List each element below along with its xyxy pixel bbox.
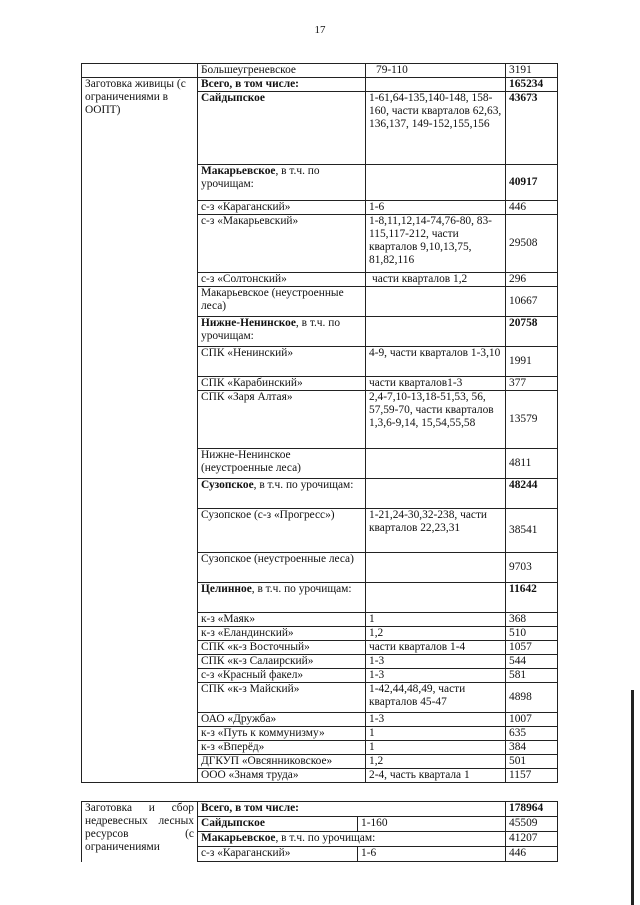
quarters-cell bbox=[366, 78, 506, 92]
area-cell: 368 bbox=[506, 613, 558, 627]
quarters-cell: 1-3 bbox=[366, 655, 506, 669]
quarters-cell: 1-6 bbox=[366, 201, 506, 215]
area-cell: 178964 bbox=[506, 802, 558, 817]
name-cell: к-з «Путь к коммунизму» bbox=[198, 727, 366, 741]
name-cell: СПК «к-з Салаирский» bbox=[198, 655, 366, 669]
quarters-cell bbox=[366, 553, 506, 583]
quarters-cell bbox=[366, 479, 506, 509]
page-number: 17 bbox=[314, 24, 326, 36]
area-cell: 4898 bbox=[506, 683, 558, 713]
area-cell: 1157 bbox=[506, 769, 558, 783]
name-cell bbox=[198, 165, 366, 201]
area-cell: 41207 bbox=[506, 832, 558, 847]
name-cell: Нижне-Ненинское (неустроенные леса) bbox=[198, 449, 366, 479]
quarters-cell bbox=[366, 583, 506, 613]
area-cell: 296 bbox=[506, 273, 558, 287]
area-cell: 3191 bbox=[506, 64, 558, 78]
quarters-cell: части кварталов 1-4 bbox=[366, 641, 506, 655]
section-cell: Заготовка живицы (с ограничениями в ООПТ) bbox=[82, 78, 198, 783]
name-suffix: , в т.ч. по урочищам: bbox=[201, 317, 341, 342]
name-bold: Макарьевское bbox=[201, 165, 276, 177]
area-cell: 581 bbox=[506, 669, 558, 683]
quarters-cell: 79-110 bbox=[366, 64, 506, 78]
name-cell: к-з «Маяк» bbox=[198, 613, 366, 627]
table-row bbox=[82, 802, 558, 817]
name-cell: ДГКУП «Овсянниковское» bbox=[198, 755, 366, 769]
name-cell bbox=[198, 583, 366, 613]
name-suffix: , в т.ч. по урочищам: bbox=[253, 479, 354, 491]
quarters-cell: 1,2 bbox=[366, 755, 506, 769]
area-cell: 9703 bbox=[506, 553, 558, 583]
area-cell: 29508 bbox=[506, 215, 558, 273]
quarters-cell: 1-21,24-30,32-238, части кварталов 22,23,31 bbox=[366, 509, 506, 553]
quarters-cell: 4-9, части кварталов 1-3,10 bbox=[366, 347, 506, 377]
area-cell: 544 bbox=[506, 655, 558, 669]
name-cell: СПК «к-з Восточный» bbox=[198, 641, 366, 655]
name-bold: Целинное bbox=[201, 583, 252, 595]
name-cell: с-з «Солтонский» bbox=[198, 273, 366, 287]
area-cell: 13579 bbox=[506, 391, 558, 449]
name-cell: Сайдыпское bbox=[198, 817, 358, 832]
quarters-cell: 1 bbox=[366, 741, 506, 755]
name-cell: СПК «Карабинский» bbox=[198, 377, 366, 391]
name-suffix: , в т.ч. по урочищам: bbox=[251, 583, 352, 595]
name-bold: Нижне-Ненинское bbox=[201, 317, 296, 329]
area-cell: 1007 bbox=[506, 713, 558, 727]
name-cell: Всего, в том числе: bbox=[198, 78, 366, 92]
name-cell bbox=[198, 317, 366, 347]
name-cell: Всего, в том числе: bbox=[198, 802, 506, 817]
name-cell: с-з «Макарьевский» bbox=[198, 215, 366, 273]
quarters-cell: 1 bbox=[366, 727, 506, 741]
name-cell: Макарьевское (неустроенные леса) bbox=[198, 287, 366, 317]
name-suffix: , в т.ч. по урочищам: bbox=[201, 165, 320, 190]
area-cell: 4811 bbox=[506, 449, 558, 479]
name-cell: к-з «Вперёд» bbox=[198, 741, 366, 755]
name-cell bbox=[198, 479, 366, 509]
name-cell: СПК «Заря Алтая» bbox=[198, 391, 366, 449]
scan-edge-line bbox=[631, 690, 634, 905]
quarters-cell: 1-61,64-135,140-148, 158-160, части кварталов 62,63, 136,137, 149-152,155,156 bbox=[366, 92, 506, 165]
quarters-cell: 1-3 bbox=[366, 713, 506, 727]
area-cell: 38541 bbox=[506, 509, 558, 553]
quarters-cell: 2-4, часть квартала 1 bbox=[366, 769, 506, 783]
quarters-cell: 1-8,11,12,14-74,76-80, 83-115,117-212, части кварталов 9,10,13,75, 81,82,116 bbox=[366, 215, 506, 273]
area-cell: 1057 bbox=[506, 641, 558, 655]
forest-table-continued bbox=[81, 801, 558, 862]
quarters-cell: 1-160 bbox=[358, 817, 506, 832]
name-cell: СПК «Ненинский» bbox=[198, 347, 366, 377]
name-cell: ОАО «Дружба» bbox=[198, 713, 366, 727]
area-cell: 20758 bbox=[506, 317, 558, 347]
name-cell: СПК «к-з Майский» bbox=[198, 683, 366, 713]
name-cell: с-з «Караганский» bbox=[198, 847, 358, 862]
area-cell: 43673 bbox=[506, 92, 558, 165]
name-cell: Сузопское (неустроенные леса) bbox=[198, 553, 366, 583]
area-cell: 635 bbox=[506, 727, 558, 741]
name-cell: Сайдыпское bbox=[198, 92, 366, 165]
quarters-cell: части кварталов1-3 bbox=[366, 377, 506, 391]
name-cell: Большеугреневское bbox=[198, 64, 366, 78]
area-cell: 384 bbox=[506, 741, 558, 755]
quarters-cell: 1-42,44,48,49, части кварталов 45-47 bbox=[366, 683, 506, 713]
name-cell: с-з «Красный факел» bbox=[198, 669, 366, 683]
section-cell bbox=[82, 64, 198, 78]
quarters-cell bbox=[366, 449, 506, 479]
area-cell: 48244 bbox=[506, 479, 558, 509]
name-cell bbox=[198, 832, 506, 847]
quarters-cell bbox=[366, 317, 506, 347]
quarters-cell: части кварталов 1,2 bbox=[366, 273, 506, 287]
area-cell: 510 bbox=[506, 627, 558, 641]
quarters-cell: 2,4-7,10-13,18-51,53, 56, 57,59-70, части кварталов 1,3,6-9,14, 15,54,55,58 bbox=[366, 391, 506, 449]
area-cell: 40917 bbox=[506, 165, 558, 201]
quarters-cell: 1-6 bbox=[358, 847, 506, 862]
name-suffix: , в т.ч. по урочищам: bbox=[275, 832, 376, 844]
name-bold: Макарьевское bbox=[201, 832, 276, 844]
name-cell: с-з «Караганский» bbox=[198, 201, 366, 215]
section-cell: Заготовка и сбор недревесных лесных ресурсов (с ограничениями bbox=[82, 802, 198, 862]
name-cell: ООО «Знамя труда» bbox=[198, 769, 366, 783]
name-bold: Сузопское bbox=[201, 479, 254, 491]
area-cell: 10667 bbox=[506, 287, 558, 317]
quarters-cell: 1 bbox=[366, 613, 506, 627]
area-cell: 45509 bbox=[506, 817, 558, 832]
area-cell: 446 bbox=[506, 847, 558, 862]
area-cell: 11642 bbox=[506, 583, 558, 613]
area-cell: 446 bbox=[506, 201, 558, 215]
table-row bbox=[82, 64, 558, 78]
area-cell: 501 bbox=[506, 755, 558, 769]
name-cell: к-з «Еландинский» bbox=[198, 627, 366, 641]
area-cell: 1991 bbox=[506, 347, 558, 377]
quarters-cell: 1-3 bbox=[366, 669, 506, 683]
area-cell: 377 bbox=[506, 377, 558, 391]
area-cell: 165234 bbox=[506, 78, 558, 92]
name-cell: Сузопское (с-з «Прогресс») bbox=[198, 509, 366, 553]
forest-table bbox=[81, 63, 558, 783]
table-row bbox=[82, 78, 558, 92]
quarters-cell bbox=[366, 165, 506, 201]
quarters-cell: 1,2 bbox=[366, 627, 506, 641]
quarters-cell bbox=[366, 287, 506, 317]
